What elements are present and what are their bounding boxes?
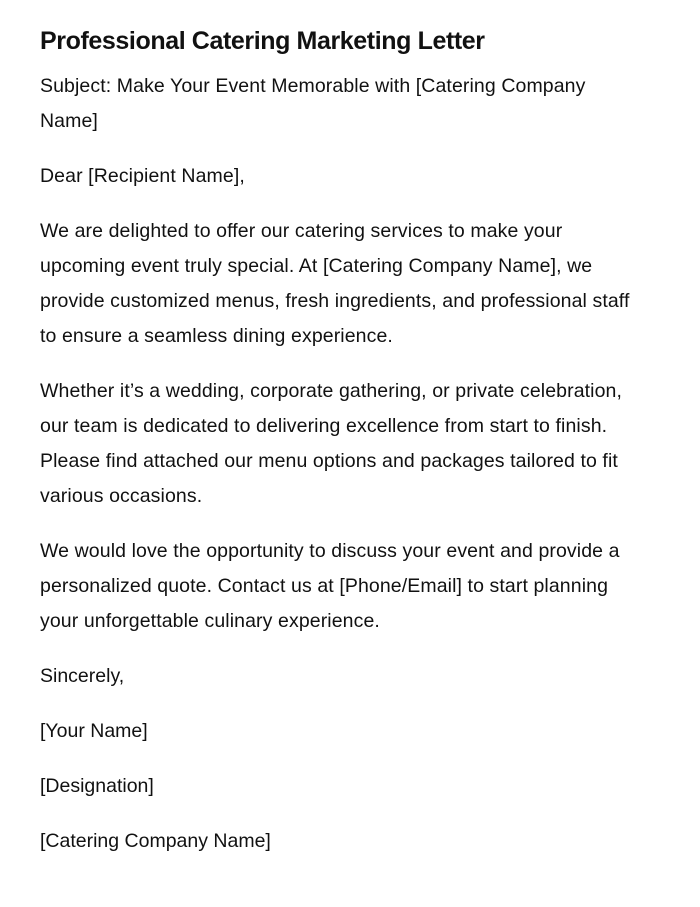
page-title: Professional Catering Marketing Letter xyxy=(40,27,485,55)
body-paragraph-2: Whether it’s a wedding, corporate gathering, or private celebration, our team is dedicated to delivering excellence from start to finish. Please find attached our menu options and packages tailored to fit various occasions. xyxy=(40,380,623,507)
body-paragraph-3: We would love the opportunity to discuss your event and provide a personalized quote. Contact us at [Phone/Email] to start planning your unforgettable culinary experience. xyxy=(40,540,620,632)
body-paragraph-1: We are delighted to offer our catering services to make your upcoming event truly special. At [Catering Company Name], we provide customized menus, fresh ingredients, and professional staff to ensure a seamless dining experience. xyxy=(40,220,630,347)
signature-designation: [Designation] xyxy=(40,775,154,797)
closing: Sincerely, xyxy=(40,665,125,687)
signature-company: [Catering Company Name] xyxy=(40,830,271,852)
signature-name: [Your Name] xyxy=(40,720,148,742)
salutation: Dear [Recipient Name], xyxy=(40,165,245,187)
letter-page xyxy=(40,26,644,879)
subject-line: Subject: Make Your Event Memorable with [Catering Company Name] xyxy=(40,75,586,132)
